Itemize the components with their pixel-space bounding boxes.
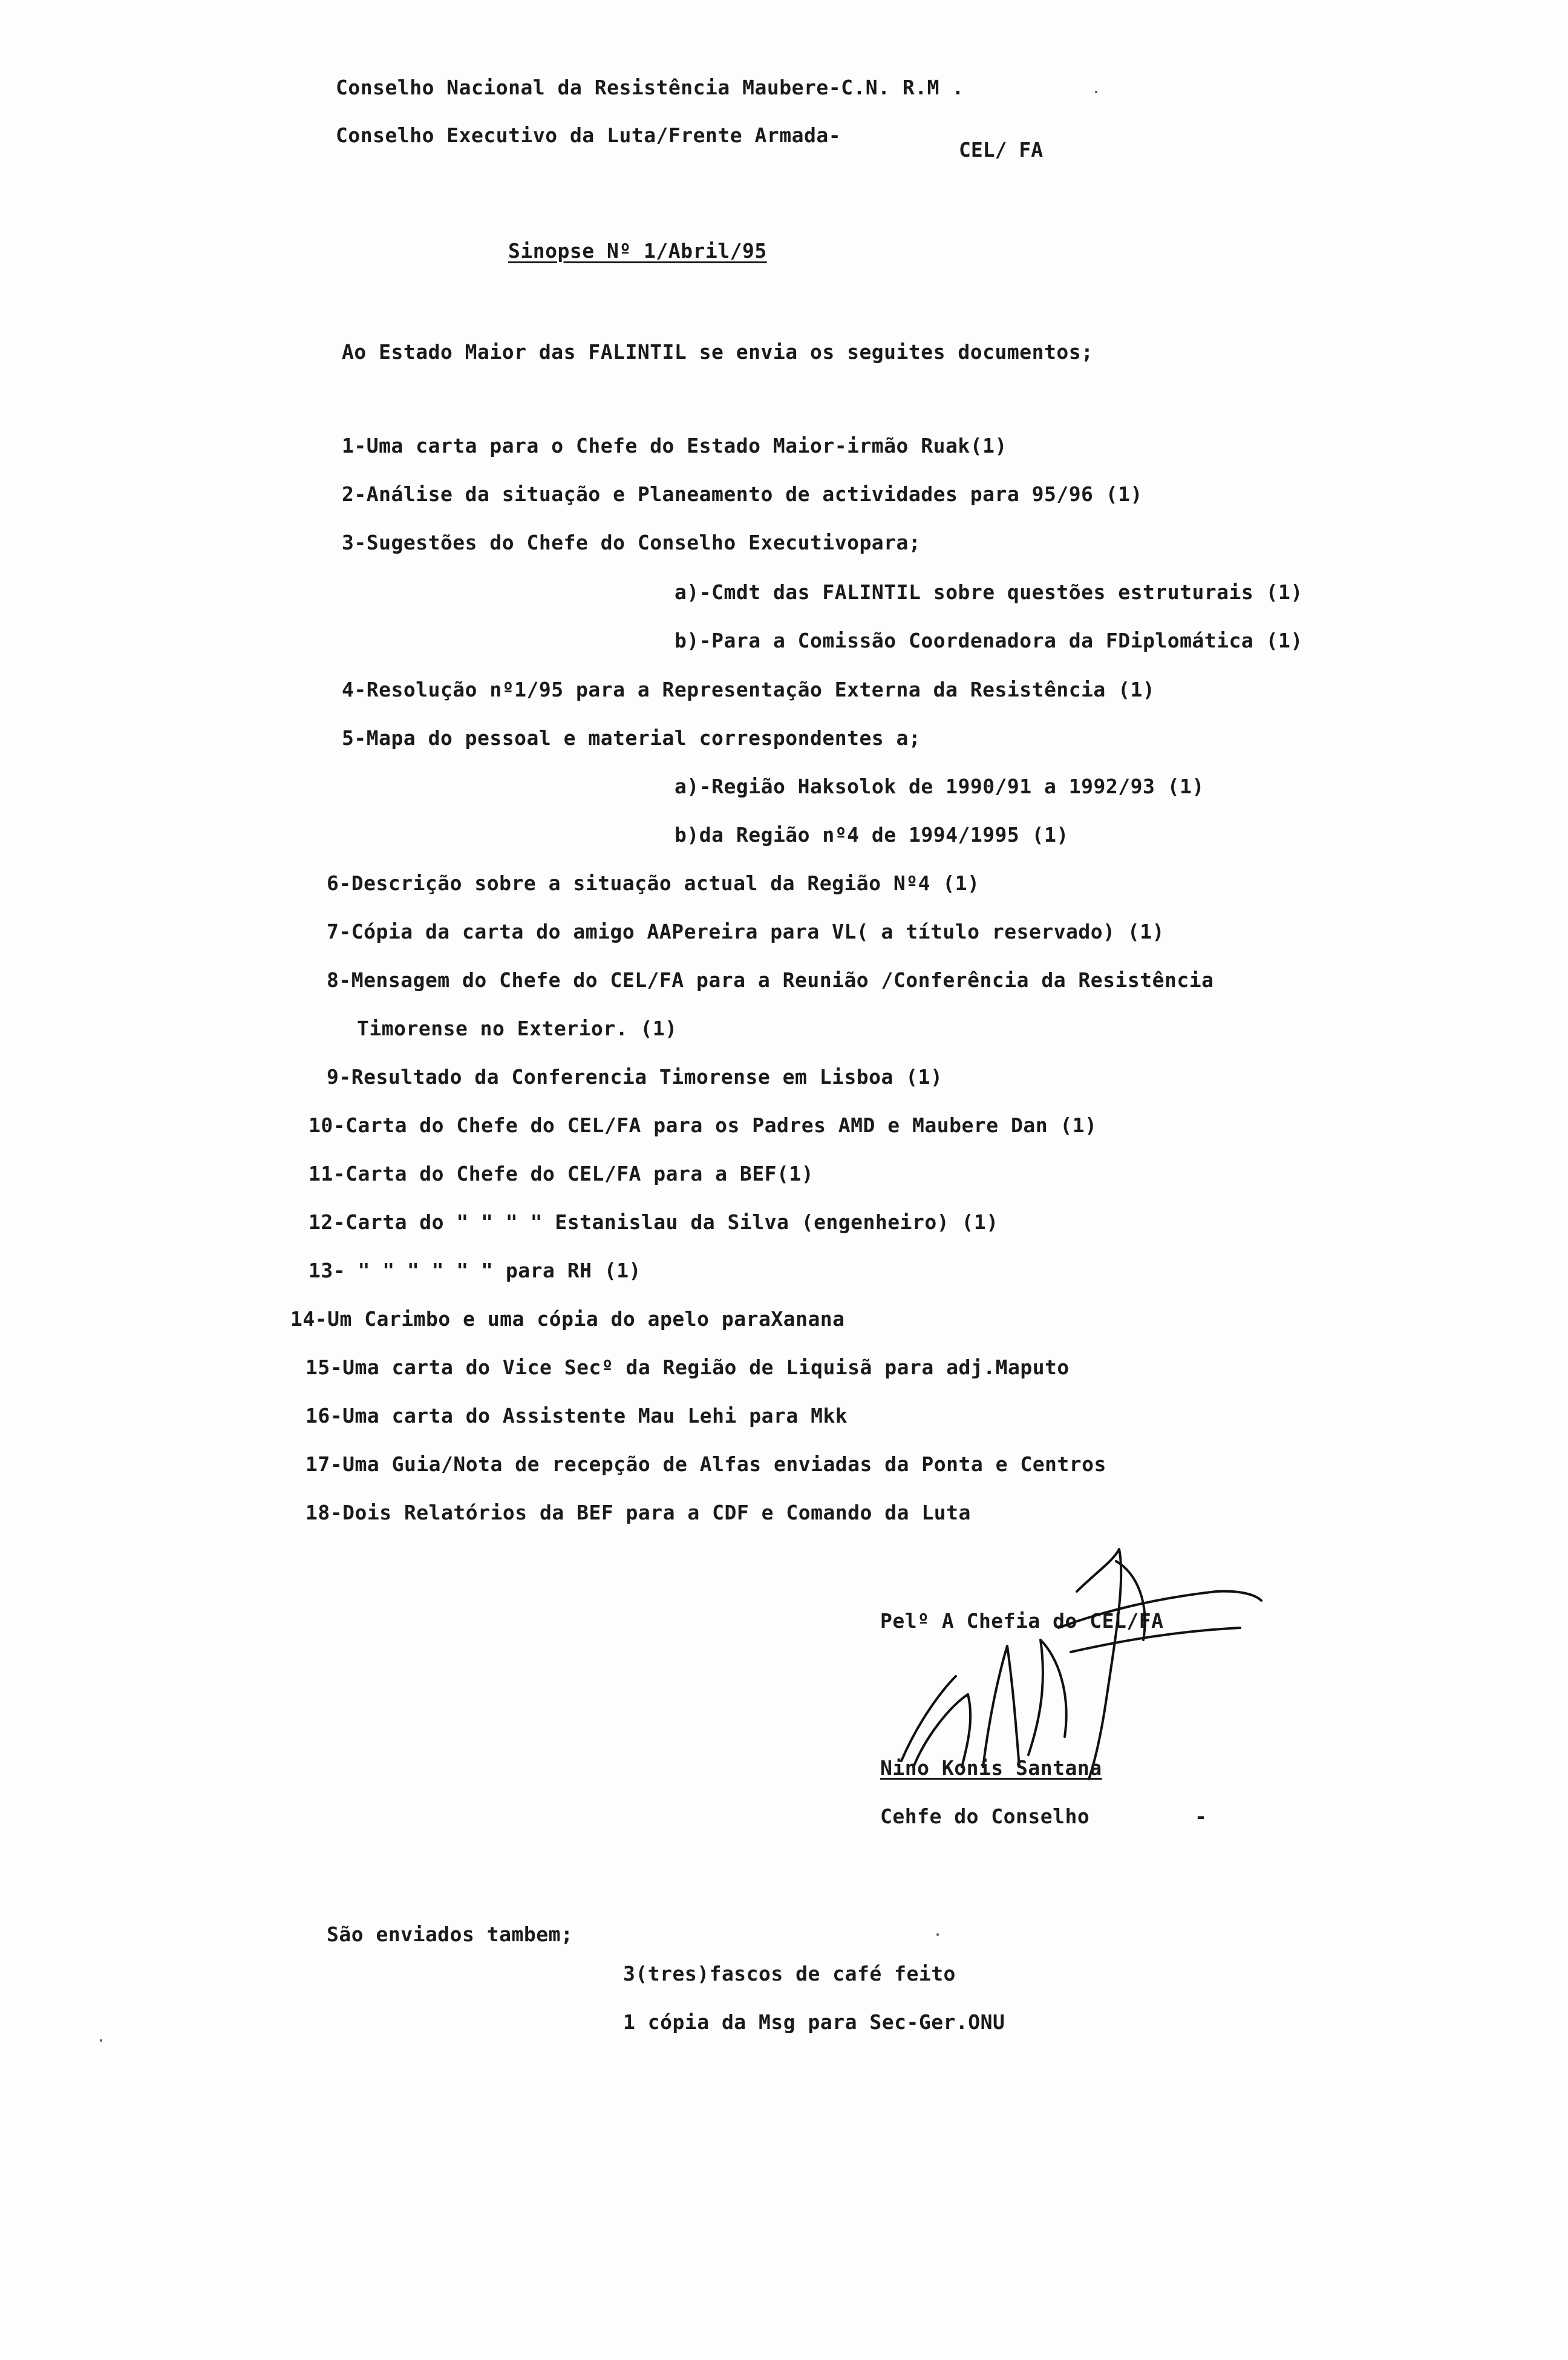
footer-item: 3(tres)fascos de café feito <box>623 1962 956 1985</box>
list-subitem: b)-Para a Comissão Coordenadora da FDiplomática (1) <box>675 629 1303 652</box>
list-subitem: b)da Região nº4 de 1994/1995 (1) <box>675 823 1069 847</box>
list-item: 18-Dois Relatórios da BEF para a CDF e Comando da Luta <box>305 1501 971 1524</box>
list-item: 13- " " " " " " para RH (1) <box>309 1259 641 1282</box>
list-item: 17-Uma Guia/Nota de recepção de Alfas enviadas da Ponta e Centros <box>305 1452 1106 1476</box>
list-item: 1-Uma carta para o Chefe do Estado Maior-irmão Ruak(1) <box>342 434 1007 457</box>
scan-speck <box>936 1933 939 1936</box>
list-item: 4-Resolução nº1/95 para a Representação Externa da Resistência (1) <box>342 678 1155 701</box>
signatory-trailing-mark: - <box>1195 1804 1207 1828</box>
header-line-2-suffix: CEL/ FA <box>959 138 1044 162</box>
list-item: 8-Mensagem do Chefe do CEL/FA para a Reunião /Conferência da Resistência <box>327 968 1214 992</box>
footer-intro: São enviados tambem; <box>327 1922 573 1946</box>
list-item: 5-Mapa do pessoal e material correspondentes a; <box>342 726 921 750</box>
list-item-continuation: Timorense no Exterior. (1) <box>357 1017 678 1040</box>
list-item: 14-Um Carimbo e uma cópia do apelo paraXanana <box>290 1307 845 1331</box>
list-item: 11-Carta do Chefe do CEL/FA para a BEF(1) <box>309 1162 814 1185</box>
signatory-role: Cehfe do Conselho <box>880 1804 1090 1828</box>
footer-item: 1 cópia da Msg para Sec-Ger.ONU <box>623 2010 1005 2034</box>
document-title: Sinopse Nº 1/Abril/95 <box>508 239 767 263</box>
intro-line: Ao Estado Maior das FALINTIL se envia os seguites documentos; <box>342 340 1094 364</box>
list-item: 3-Sugestões do Chefe do Conselho Executivopara; <box>342 531 921 554</box>
header-line-1: Conselho Nacional da Resistência Maubere-C.N. R.M . <box>336 76 964 99</box>
list-item: 16-Uma carta do Assistente Mau Lehi para Mkk <box>305 1404 848 1427</box>
scan-speck <box>100 2039 102 2042</box>
header-line-2: Conselho Executivo da Luta/Frente Armada- <box>336 123 841 147</box>
list-item: 12-Carta do " " " " Estanislau da Silva (engenheiro) (1) <box>309 1210 999 1234</box>
signature-for-line: Pelº A Chefia do CEL/FA <box>880 1609 1164 1633</box>
list-item: 6-Descrição sobre a situação actual da Região Nº4 (1) <box>327 871 980 895</box>
list-item: 9-Resultado da Conferencia Timorense em Lisboa (1) <box>327 1065 943 1089</box>
list-subitem: a)-Cmdt das FALINTIL sobre questões estruturais (1) <box>675 580 1303 604</box>
list-item: 7-Cópia da carta do amigo AAPereira para VL( a título reservado) (1) <box>327 920 1165 943</box>
list-item: 10-Carta do Chefe do CEL/FA para os Padres AMD e Maubere Dan (1) <box>309 1113 1097 1137</box>
list-subitem: a)-Região Haksolok de 1990/91 a 1992/93 (1) <box>675 775 1204 798</box>
list-item: 15-Uma carta do Vice Secº da Região de Liquisã para adj.Maputo <box>305 1355 1070 1379</box>
signatory-name: Nino Konis Santana <box>880 1756 1102 1780</box>
list-item: 2-Análise da situação e Planeamento de actividades para 95/96 (1) <box>342 482 1143 506</box>
scan-speck <box>1095 91 1097 93</box>
